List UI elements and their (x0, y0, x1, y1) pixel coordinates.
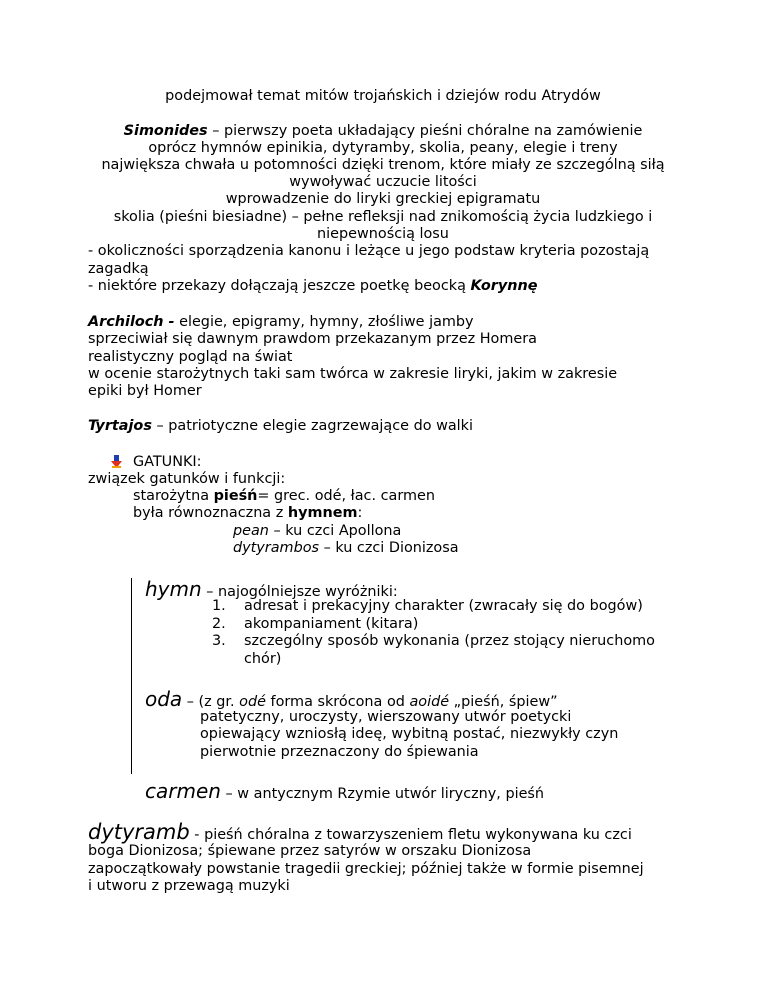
oda-line-2: patetyczny, uroczysty, wierszowany utwór poetycki (200, 709, 572, 725)
oda-line: oda – (z gr. odé forma skrócona od aoidé „pieśń, śpiew” (145, 687, 558, 711)
dytyramb-line-1: dytyramb - pieśń chóralna z towarzyszeniem fletu wykonywana ku czci (88, 820, 632, 844)
dytyramb-line-2: boga Dionizosa; śpiewane przez satyrów w orszaku Dionizosa (88, 843, 532, 859)
simonides-line-8: - okoliczności sporządzenia kanonu i leżące u jego podstaw kryteria pozostają (88, 243, 650, 259)
gatunki-line-1: związek gatunków i funkcji: (88, 471, 286, 487)
archiloch-line-5: epiki był Homer (88, 383, 202, 399)
gatunki-heading: GATUNKI: (133, 454, 202, 470)
simonides-line-5: wprowadzenie do liryki greckiej epigramatu (225, 191, 541, 207)
tyrtajos-line: Tyrtajos – patriotyczne elegie zagrzewające do walki (88, 418, 473, 434)
pean-line: pean – ku czci Apollona (233, 523, 402, 539)
simonides-line-3: największa chwała u potomności dzięki trenom, które miały ze szczególną siłą (101, 157, 665, 173)
carmen-line: carmen – w antycznym Rzymie utwór liryczny, pieśń (145, 779, 545, 803)
simonides-line-4: wywoływać uczucie litości (289, 174, 477, 190)
archiloch-name: Archiloch - (88, 314, 175, 330)
dytyramb-line-4: i utworu z przewagą muzyki (88, 878, 290, 894)
archiloch-line-1: Archiloch - elegie, epigramy, hymny, złośliwe jamby (88, 314, 474, 330)
korynna-name: Korynnę (470, 278, 538, 294)
hymn-item-2: 2. akompaniament (kitara) (212, 616, 419, 632)
hymn-item-1: 1. adresat i prekacyjny charakter (zwracały się do bogów) (212, 598, 643, 614)
arrow-bullet-icon (110, 455, 124, 469)
oda-line-4: pierwotnie przeznaczony do śpiewania (200, 744, 479, 760)
hymn-item-3: 3. szczególny sposób wykonania (przez stojący nieruchomo (212, 633, 655, 649)
simonides-line-7: niepewnością losu (317, 226, 449, 242)
tyrtajos-name: Tyrtajos (88, 418, 152, 434)
simonides-line-2: oprócz hymnów epinikia, dytyramby, skolia, peany, elegie i treny (148, 140, 618, 156)
simonides-name: Simonides (123, 123, 208, 139)
hymn-term: hymn (145, 577, 202, 601)
simonides-line-9: zagadką (88, 261, 149, 277)
intro-line: podejmował temat mitów trojańskich i dziejów rodu Atrydów (165, 88, 601, 104)
archiloch-line-2: sprzeciwiał się dawnym prawdom przekazanym przez Homera (88, 331, 537, 347)
simonides-line-10: - niektóre przekazy dołączają jeszcze poetkę beocką Korynnę (88, 278, 538, 294)
dytyrambos-line: dytyrambos – ku czci Dionizosa (233, 540, 459, 556)
archiloch-line-3: realistyczny pogląd na świat (88, 349, 293, 365)
oda-line-3: opiewający wzniosłą ideę, wybitną postać, niezwykły czyn (200, 726, 619, 742)
hymn-line: hymn – najogólniejsze wyróżniki: (145, 577, 398, 601)
gatunki-line-2: starożytna pieśń= grec. odé, łac. carmen (133, 488, 435, 504)
vertical-bracket-line (131, 578, 132, 774)
gatunki-line-3: była równoznaczna z hymnem: (133, 505, 363, 521)
hymn-item-3-cont: chór) (244, 651, 282, 667)
simonides-line-1: Simonides – pierwszy poeta układający pieśni chóralne na zamówienie (123, 123, 643, 139)
dytyramb-term: dytyramb (88, 820, 190, 844)
archiloch-line-4: w ocenie starożytnych taki sam twórca w zakresie liryki, jakim w zakresie (88, 366, 618, 382)
simonides-line-6: skolia (pieśni biesiadne) – pełne refleksji nad znikomością życia ludzkiego i (113, 209, 653, 225)
oda-term: oda (145, 687, 183, 711)
dytyramb-line-3: zapoczątkowały powstanie tragedii greckiej; później także w formie pisemnej (88, 861, 644, 877)
carmen-term: carmen (145, 779, 221, 803)
